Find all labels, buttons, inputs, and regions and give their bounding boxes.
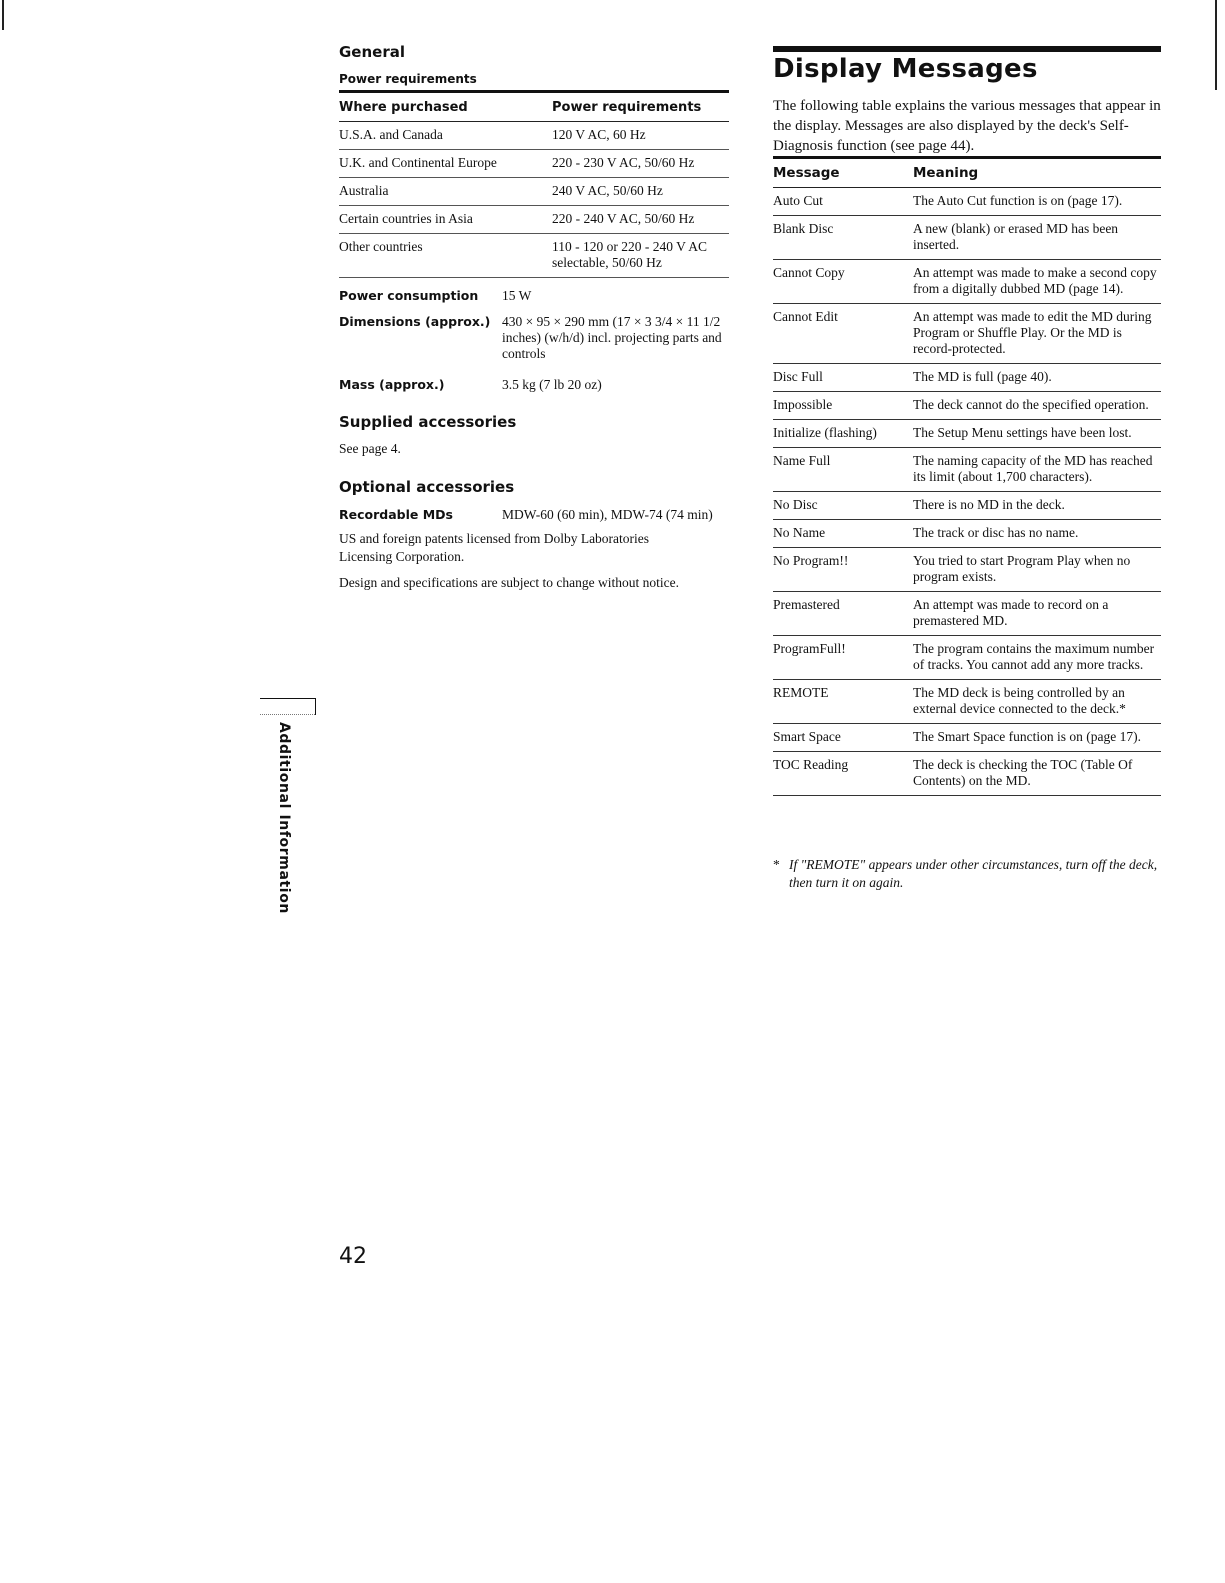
design-notice: Design and specifications are subject to change without notice.: [339, 575, 680, 590]
spec-recordable-mds: [339, 507, 729, 523]
optional-accessories-heading: Optional accessories: [339, 478, 515, 496]
message-cell: Impossible: [773, 397, 833, 412]
spec-dimensions: [339, 314, 729, 362]
table-row: [773, 752, 1161, 796]
power-table: [339, 90, 729, 278]
meaning-cell: The deck is checking the TOC (Table Of Contents) on the MD.: [913, 757, 1133, 788]
meaning-cell: There is no MD in the deck.: [913, 497, 1065, 512]
messages-table-header: [773, 159, 1161, 188]
message-cell: Name Full: [773, 453, 831, 468]
spec-value: 15 W: [502, 288, 532, 303]
meaning-cell: The track or disc has no name.: [913, 525, 1079, 540]
meaning-cell: The deck cannot do the specified operation.: [913, 397, 1149, 412]
message-cell: Smart Space: [773, 729, 841, 744]
messages-header-meaning: Meaning: [913, 165, 979, 181]
spec-value: 430 × 95 × 290 mm (17 × 3 3/4 × 11 1/2 inches) (w/h/d) incl. projecting parts and controls: [502, 314, 722, 361]
intro-paragraph: The following table explains the various messages that appear in the display. Messages are also displayed by the deck's Self-Diagnosis function (see page 44).: [773, 98, 1161, 154]
supplied-accessories-text: See page 4.: [339, 441, 401, 456]
table-row: [773, 492, 1161, 520]
supplied-accessories-heading: Supplied accessories: [339, 413, 517, 431]
side-tab-rule: [260, 698, 316, 715]
power-table-header-power: Power requirements: [552, 99, 702, 115]
message-cell: No Name: [773, 525, 826, 540]
footnote: [773, 856, 1161, 892]
spec-label: Recordable MDs: [339, 507, 453, 522]
message-cell: Cannot Edit: [773, 309, 838, 324]
meaning-cell: The MD is full (page 40).: [913, 369, 1052, 384]
meaning-cell: An attempt was made to make a second copy from a digitally dubbed MD (page 14).: [913, 265, 1157, 296]
scan-edge-left: [2, 0, 4, 30]
table-row: [773, 520, 1161, 548]
messages-header-message: Message: [773, 165, 840, 181]
message-cell: ProgramFull!: [773, 641, 846, 656]
footnote-line-1: [773, 856, 1161, 874]
spec-label: Dimensions (approx.): [339, 314, 491, 329]
message-cell: REMOTE: [773, 685, 829, 700]
power-table-header: [339, 93, 729, 122]
message-cell: TOC Reading: [773, 757, 849, 772]
spec-label: Mass (approx.): [339, 377, 445, 392]
general-heading: General: [339, 43, 405, 61]
message-cell: No Program!!: [773, 553, 849, 568]
table-row: [773, 724, 1161, 752]
power-table-cell: Certain countries in Asia: [339, 211, 473, 226]
spec-value: 3.5 kg (7 lb 20 oz): [502, 377, 602, 392]
footnote-text-1: If "REMOTE" appears under other circumstances, turn off the deck,: [789, 857, 1158, 872]
power-table-cell: 240 V AC, 50/60 Hz: [552, 183, 663, 198]
table-row: [773, 216, 1161, 260]
scan-edge-right: [1215, 0, 1217, 90]
power-requirements-heading: Power requirements: [339, 72, 477, 86]
table-row: [339, 206, 729, 234]
meaning-cell: The Smart Space function is on (page 17).: [913, 729, 1141, 744]
power-table-cell: Australia: [339, 183, 389, 198]
footnote-text-2: then turn it on again.: [789, 875, 904, 890]
meaning-cell: You tried to start Program Play when no program exists.: [913, 553, 1131, 584]
side-tab-label: Additional Information: [276, 722, 292, 914]
spec-label: Power consumption: [339, 288, 479, 303]
message-cell: Initialize (flashing): [773, 425, 877, 440]
table-row: [339, 178, 729, 206]
power-table-cell: 110 - 120 or 220 - 240 V AC selectable, 50/60 Hz: [552, 239, 708, 270]
table-row: [773, 260, 1161, 304]
section-top-rule: [773, 46, 1161, 52]
table-row: [773, 592, 1161, 636]
page-number: 42: [339, 1244, 367, 1269]
meaning-cell: The Setup Menu settings have been lost.: [913, 425, 1132, 440]
power-table-cell: U.K. and Continental Europe: [339, 155, 497, 170]
meaning-cell: The Auto Cut function is on (page 17).: [913, 193, 1123, 208]
meaning-cell: An attempt was made to edit the MD during Program or Shuffle Play. Or the MD is record-protected.: [913, 309, 1152, 356]
meaning-cell: The naming capacity of the MD has reached its limit (about 1,700 characters).: [913, 453, 1153, 484]
table-row: [339, 122, 729, 150]
table-row: [773, 548, 1161, 592]
meaning-cell: The program contains the maximum number of tracks. You cannot add any more tracks.: [913, 641, 1155, 672]
footnote-mark: *: [773, 857, 780, 872]
meaning-cell: The MD deck is being controlled by an external device connected to the deck.*: [913, 685, 1126, 716]
power-table-cell: 220 - 230 V AC, 50/60 Hz: [552, 155, 695, 170]
power-table-header-where: Where purchased: [339, 99, 468, 115]
message-cell: Disc Full: [773, 369, 823, 384]
table-row: [773, 188, 1161, 216]
table-row: [339, 150, 729, 178]
patent-notice: US and foreign patents licensed from Dolby Laboratories Licensing Corporation.: [339, 531, 650, 564]
meaning-cell: An attempt was made to record on a premastered MD.: [913, 597, 1109, 628]
message-cell: No Disc: [773, 497, 818, 512]
table-row: [339, 234, 729, 278]
message-cell: Auto Cut: [773, 193, 823, 208]
message-cell: Blank Disc: [773, 221, 834, 236]
power-table-cell: U.S.A. and Canada: [339, 127, 443, 142]
display-messages-table: [773, 156, 1161, 796]
power-table-cell: 220 - 240 V AC, 50/60 Hz: [552, 211, 695, 226]
table-row: [773, 448, 1161, 492]
message-cell: Premastered: [773, 597, 840, 612]
table-row: [773, 680, 1161, 724]
spec-power-consumption: [339, 288, 729, 304]
table-row: [773, 636, 1161, 680]
message-cell: Cannot Copy: [773, 265, 845, 280]
power-table-cell: 120 V AC, 60 Hz: [552, 127, 646, 142]
page-title: Display Messages: [773, 54, 1038, 84]
table-row: [773, 364, 1161, 392]
spec-value: MDW-60 (60 min), MDW-74 (74 min): [502, 507, 713, 522]
table-row: [773, 392, 1161, 420]
spec-mass: [339, 377, 729, 393]
table-row: [773, 420, 1161, 448]
meaning-cell: A new (blank) or erased MD has been inserted.: [913, 221, 1119, 252]
table-row: [773, 304, 1161, 364]
power-table-cell: Other countries: [339, 239, 423, 254]
